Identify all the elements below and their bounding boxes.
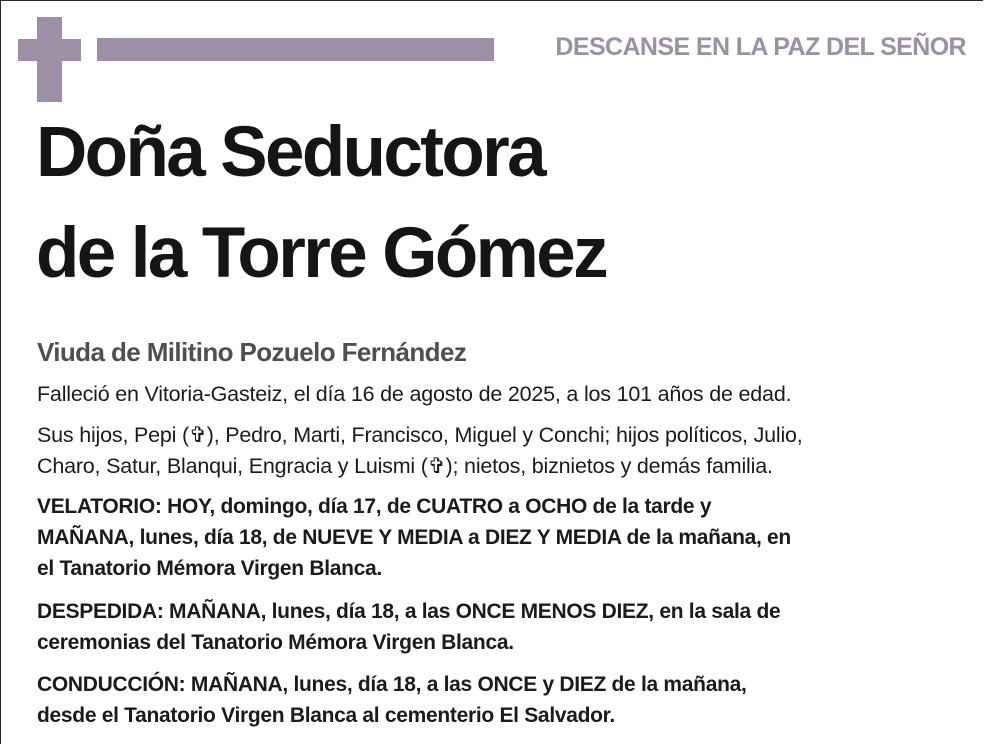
text-line: Sus hijos, Pepi (✞), Pedro, Marti, Francisco, Miguel y Conchi; hijos políticos, Julio, bbox=[37, 423, 803, 447]
header-motto: DESCANSE EN LA PAZ DEL SEÑOR bbox=[555, 33, 966, 61]
family-paragraph bbox=[37, 420, 803, 482]
text-line: desde el Tanatorio Virgen Blanca al cementerio El Salvador. bbox=[37, 704, 615, 727]
velatorio-paragraph bbox=[37, 491, 791, 584]
deceased-subtitle: Viuda de Militino Pozuelo Fernández bbox=[37, 337, 467, 367]
death-paragraph bbox=[37, 379, 791, 410]
deceased-name-line-1: Doña Seductora bbox=[36, 113, 545, 192]
conduccion-paragraph bbox=[37, 669, 747, 731]
text-line: ceremonias del Tanatorio Mémora Virgen Blanca. bbox=[37, 631, 514, 654]
text-line: VELATORIO: HOY, domingo, día 17, de CUATRO a OCHO de la tarde y bbox=[37, 495, 712, 518]
text-line: MAÑANA, lunes, día 18, de NUEVE Y MEDIA a DIEZ Y MEDIA de la mañana, en bbox=[37, 526, 791, 549]
text-line: CONDUCCIÓN: MAÑANA, lunes, día 18, a las ONCE y DIEZ de la mañana, bbox=[37, 673, 747, 696]
despedida-paragraph bbox=[37, 596, 780, 658]
header-bar bbox=[97, 38, 494, 61]
text-line: el Tanatorio Mémora Virgen Blanca. bbox=[37, 557, 382, 580]
cross-icon-horizontal bbox=[18, 39, 81, 61]
deceased-name-line-2: de la Torre Gómez bbox=[36, 214, 606, 293]
text-line: DESPEDIDA: MAÑANA, lunes, día 18, a las ONCE MENOS DIEZ, en la sala de bbox=[37, 600, 781, 623]
text-line: Falleció en Vitoria-Gasteiz, el día 16 de agosto de 2025, a los 101 años de edad. bbox=[37, 382, 792, 406]
text-line: Charo, Satur, Blanqui, Engracia y Luismi (✞); nietos, biznietos y demás familia. bbox=[37, 454, 773, 478]
